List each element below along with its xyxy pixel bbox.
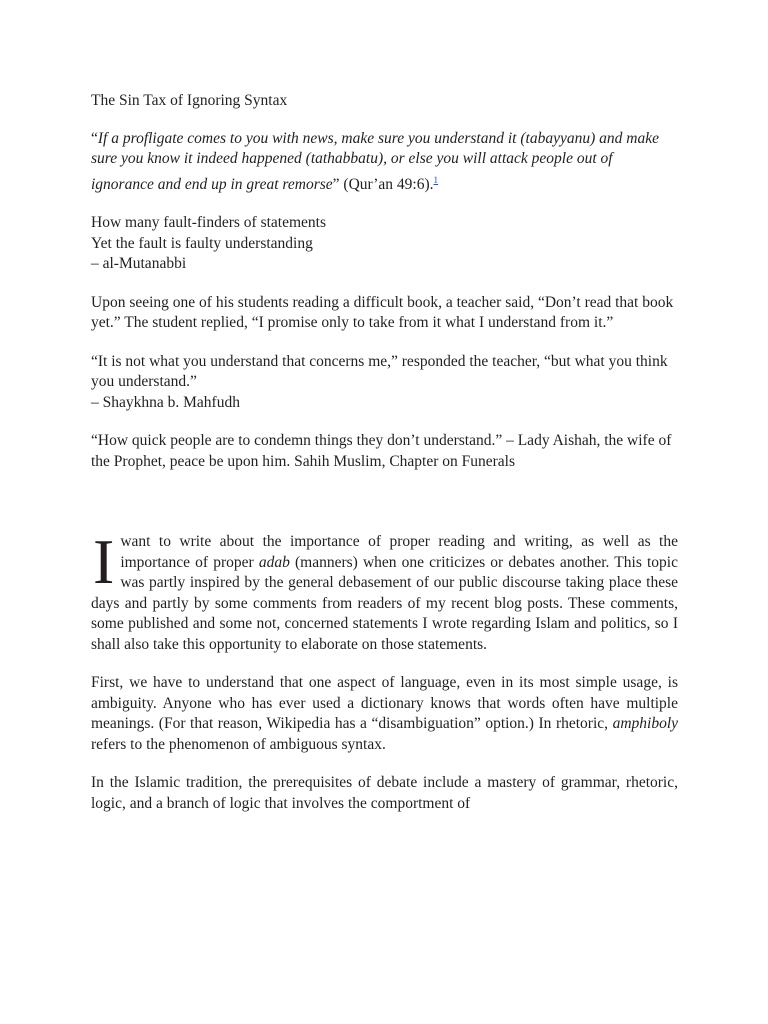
drop-cap-letter: I bbox=[93, 526, 115, 598]
poem-line: How many fault-finders of statements bbox=[91, 214, 327, 232]
quran-epigraph bbox=[91, 129, 678, 196]
poem-attribution: – al-Mutanabbi bbox=[91, 255, 187, 273]
adab-term: adab bbox=[258, 553, 290, 571]
ambiguity-text-part: refers to the phenomenon of ambiguous syntax. bbox=[91, 735, 386, 753]
epigraph-citation: (Qur’an 49:6). bbox=[339, 175, 434, 193]
document-title: The Sin Tax of Ignoring Syntax bbox=[91, 92, 288, 109]
epigraph-close-quote: ” bbox=[332, 175, 340, 193]
intro-text-part: want to write about the importance of proper reading and writing, as well as the importance of proper bbox=[120, 533, 678, 571]
tradition-paragraph: In the Islamic tradition, the prerequisites of debate include a mastery of grammar, rhetoric, logic, and a branch of logic that involves the comportment of bbox=[91, 774, 678, 812]
epigraph-quote-text: If a profligate comes to you with news, make sure you understand it (tabayyanu) and make sure you know it indeed happened (tathabbatu), or else you will attack people out of ignorance and end up in great remorse bbox=[91, 129, 659, 193]
amphiboly-term: amphiboly bbox=[612, 715, 678, 733]
footnote-link[interactable]: 1 bbox=[433, 174, 439, 185]
intro-paragraph bbox=[91, 526, 678, 655]
teacher-response bbox=[91, 352, 678, 414]
anecdote-attribution: – Shaykhna b. Mahfudh bbox=[91, 393, 240, 411]
document-page bbox=[91, 91, 678, 832]
aishah-quote: “How quick people are to condemn things they don’t understand.” – Lady Aishah, the wife of the Prophet, peace be upon him. Sahih Muslim, Chapter on Funerals bbox=[91, 432, 672, 470]
teacher-quote: “It is not what you understand that concerns me,” responded the teacher, “but what you think you understand.” bbox=[91, 352, 668, 391]
poem-line: Yet the fault is faulty understanding bbox=[91, 234, 313, 252]
mutanabbi-poem bbox=[91, 213, 678, 275]
anecdote-paragraph: Upon seeing one of his students reading a difficult book, a teacher said, “Don’t read that book yet.” The student replied, “I promise only to take from it what I understand from it.” bbox=[91, 293, 674, 332]
epigraph-open-quote: “ bbox=[91, 129, 98, 147]
ambiguity-paragraph bbox=[91, 673, 678, 755]
intro-text-part: (manners) when one criticizes or debates another. This topic was partly inspired by the general debasement of our public discourse taking place these days and partly by some comments from readers of my recent blog posts. These comments, some published and some not, concerned statements I wrote regarding Islam and politics, so I shall also take this opportunity to elaborate on those statements. bbox=[91, 553, 678, 653]
section-spacer bbox=[91, 490, 678, 532]
ambiguity-text-part: First, we have to understand that one aspect of language, even in its most simple usage, is ambiguity. Anyone who has ever used a dictionary knows that words often have multiple meanings. (For that reason, Wikipedia has a “disambiguation” option.) In rhetoric, bbox=[91, 674, 678, 733]
